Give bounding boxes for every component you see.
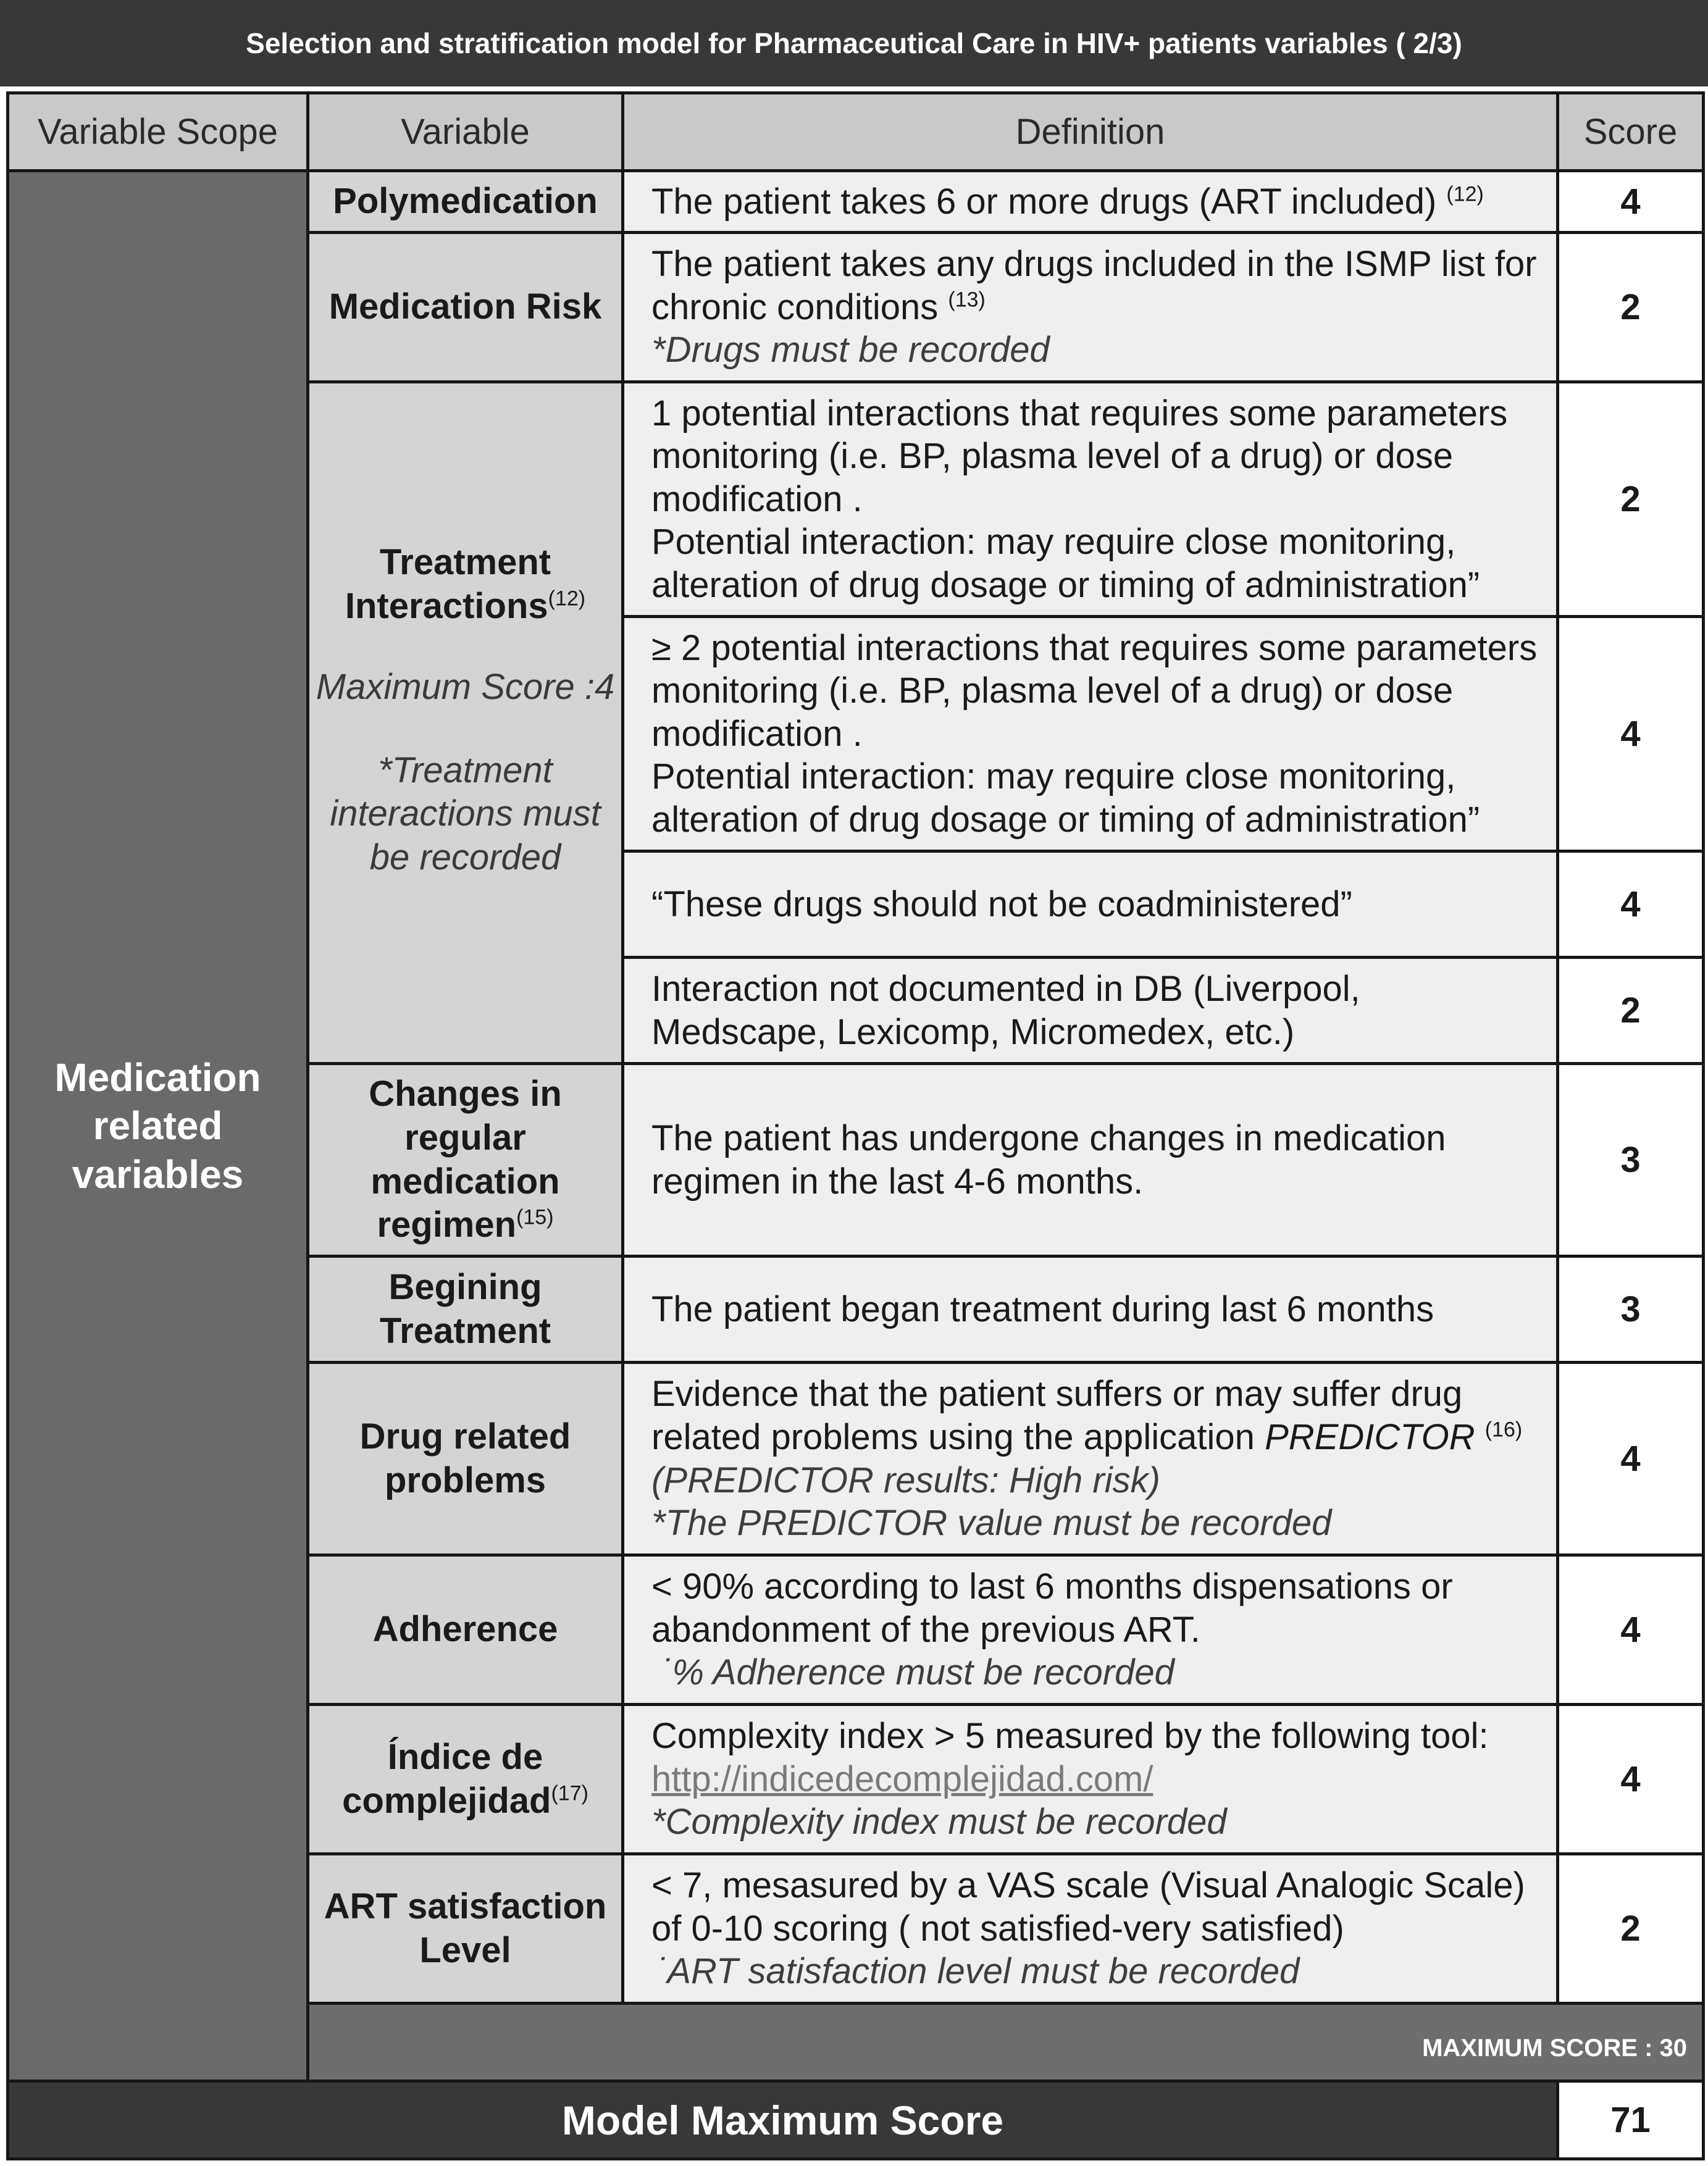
variables-table — [6, 91, 1705, 2160]
model-maximum-label: Model Maximum Score — [8, 2081, 1558, 2159]
variable-cell: Adherence — [308, 1555, 623, 1705]
definition-cell — [623, 1555, 1558, 1705]
definition-text: The patient takes 6 or more drugs (ART included) — [651, 181, 1437, 222]
definition-cell — [623, 171, 1558, 233]
header-variable-scope: Variable Scope — [8, 93, 308, 171]
definition-text: < 7, mesasured by a VAS scale (Visual Analogic Scale) of 0-10 scoring ( not satisfied-very satisfied) — [651, 1865, 1525, 1949]
score-cell: 2 — [1558, 1854, 1704, 2004]
definition-cell: The patient has undergone changes in medication regimen in the last 4-6 months. — [623, 1064, 1558, 1257]
recording-note: *Treatment interactions must be recorded — [330, 750, 601, 877]
definition-text: The patient takes any drugs included in the ISMP list for chronic conditions — [651, 244, 1537, 327]
score-cell: 4 — [1558, 617, 1704, 851]
reference: (12) — [548, 587, 586, 611]
header-score: Score — [1558, 93, 1704, 171]
scope-label: Medication related variables — [54, 1055, 261, 1197]
table-title: Selection and stratification model for Pharmaceutical Care in HIV+ patients variables ( 2/3) — [0, 0, 1708, 91]
variable-cell: Begining Treatment — [308, 1257, 623, 1363]
score-cell: 3 — [1558, 1064, 1704, 1257]
model-maximum-score: 71 — [1558, 2081, 1704, 2159]
recording-note: ˙% Adherence must be recorded — [660, 1652, 1174, 1693]
definition-text-detail: Potential interaction: may require close monitoring, alteration of drug dosage or timing of administration” — [651, 522, 1480, 605]
definition-cell — [623, 1854, 1558, 2004]
variable-cell: Drug related problems — [308, 1363, 623, 1555]
definition-text: ≥ 2 potential interactions that requires some parameters monitoring (i.e. BP, plasma level of a drug) or dose modification . — [651, 627, 1538, 754]
variable-scope-cell — [8, 171, 308, 2081]
recording-note: ˙ART satisfaction level must be recorded — [655, 1951, 1300, 1992]
definition-cell — [623, 382, 1558, 617]
reference: (16) — [1484, 1418, 1523, 1442]
header-variable: Variable — [308, 93, 623, 171]
definition-text: < 90% according to last 6 months dispensations or abandonment of the previous ART. — [651, 1566, 1453, 1650]
definition-cell: “These drugs should not be coadministered” — [623, 851, 1558, 958]
reference: (13) — [948, 288, 986, 312]
definition-text-detail: Potential interaction: may require close monitoring, alteration of drug dosage or timing of administration” — [651, 756, 1480, 840]
variable-name: Changes in regular medication regimen — [369, 1074, 562, 1245]
score-cell: 4 — [1558, 1705, 1704, 1854]
predictor-app-name: PREDICTOR — [1265, 1416, 1475, 1457]
maximum-score-label: MAXIMUM SCORE : 30 — [308, 2004, 1704, 2081]
model-maximum-row — [8, 2081, 1704, 2159]
predictor-result: (PREDICTOR results: High risk) — [651, 1460, 1160, 1500]
header-definition: Definition — [623, 93, 1558, 171]
variable-cell — [308, 1064, 623, 1257]
variable-name: Índice de complejidad — [342, 1736, 551, 1821]
header-row — [8, 93, 1704, 171]
definition-text: Evidence that the patient suffers or may suffer drug related problems using the application — [651, 1374, 1463, 1457]
variable-cell: Polymedication — [308, 171, 623, 233]
reference: (15) — [516, 1205, 554, 1229]
score-cell: 4 — [1558, 1363, 1704, 1555]
definition-text: Complexity index > 5 measured by the following tool: — [651, 1716, 1489, 1757]
recording-note: *Drugs must be recorded — [651, 330, 1050, 370]
maximum-score-note: Maximum Score :4 — [316, 666, 615, 707]
score-cell: 4 — [1558, 171, 1704, 233]
reference: (12) — [1446, 182, 1484, 206]
definition-cell — [623, 1363, 1558, 1555]
definition-cell: The patient began treatment during last 6 months — [623, 1257, 1558, 1363]
variable-name: Treatment Interactions — [345, 542, 551, 626]
reference: (17) — [551, 1781, 588, 1805]
definition-cell: Interaction not documented in DB (Liverpool, Medscape, Lexicomp, Micromedex, etc.) — [623, 958, 1558, 1064]
table-row — [8, 171, 1704, 233]
definition-cell — [623, 1705, 1558, 1854]
score-cell: 4 — [1558, 1555, 1704, 1705]
score-cell: 3 — [1558, 1257, 1704, 1363]
variable-cell: ART satisfaction Level — [308, 1854, 623, 2004]
recording-note: *The PREDICTOR value must be recorded — [651, 1503, 1332, 1544]
score-cell: 2 — [1558, 958, 1704, 1064]
complexity-tool-link[interactable]: http://indicedecomplejidad.com/ — [651, 1758, 1153, 1799]
variable-cell — [308, 1705, 623, 1854]
variable-cell: Medication Risk — [308, 233, 623, 382]
score-cell: 2 — [1558, 233, 1704, 382]
score-cell: 2 — [1558, 382, 1704, 617]
variable-cell — [308, 382, 623, 1064]
definition-cell — [623, 617, 1558, 851]
recording-note: *Complexity index must be recorded — [651, 1802, 1227, 1842]
score-cell: 4 — [1558, 851, 1704, 958]
definition-text: 1 potential interactions that requires some parameters monitoring (i.e. BP, plasma level of a drug) or dose modification . — [651, 393, 1508, 519]
definition-cell — [623, 233, 1558, 382]
